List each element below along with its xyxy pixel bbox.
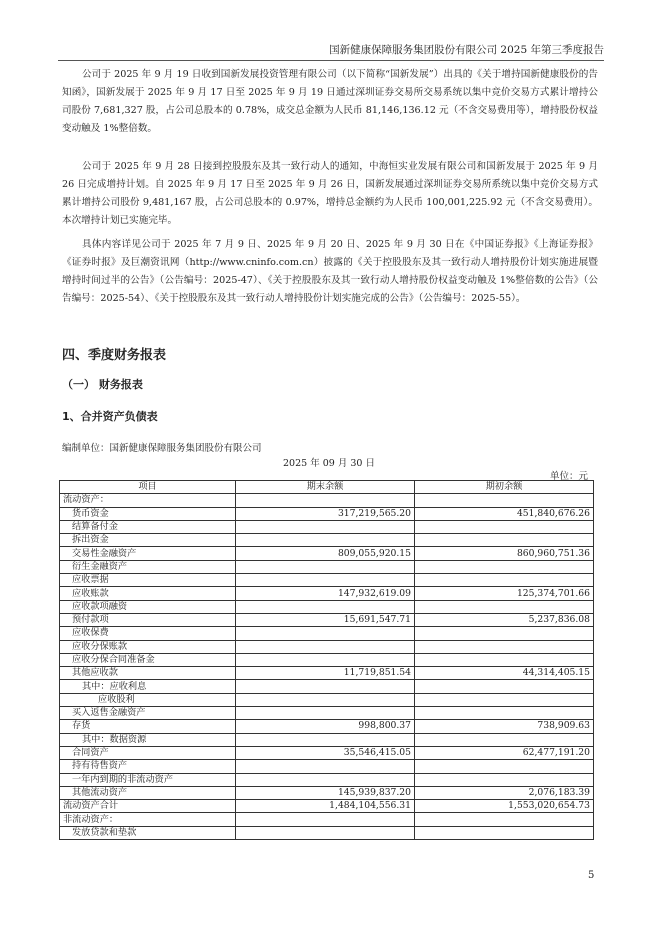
row-begin-balance [415, 826, 594, 839]
row-end-balance [236, 760, 415, 773]
row-begin-balance [415, 574, 594, 587]
row-end-balance [236, 600, 415, 613]
row-begin-balance [415, 733, 594, 746]
page-header [58, 42, 604, 61]
row-end-balance: 317,219,565.20 [236, 507, 415, 520]
table-row [60, 627, 594, 640]
table-header-row [60, 481, 594, 494]
row-begin-balance [415, 520, 594, 533]
table-row [60, 760, 594, 773]
balance-sheet-table [59, 480, 594, 840]
row-begin-balance [415, 813, 594, 826]
subsection-title: （一） 财务报表 [62, 378, 143, 391]
row-begin-balance [415, 560, 594, 573]
table-row [60, 547, 594, 560]
table-row [60, 786, 594, 799]
row-end-balance: 998,800.37 [236, 720, 415, 733]
row-end-balance: 145,939,837.20 [236, 786, 415, 799]
table-row [60, 680, 594, 693]
row-begin-balance: 5,237,836.08 [415, 613, 594, 626]
row-end-balance [236, 494, 415, 507]
row-begin-balance: 451,840,676.26 [415, 507, 594, 520]
table-row [60, 826, 594, 839]
table-row [60, 693, 594, 706]
row-end-balance: 1,484,104,556.31 [236, 800, 415, 813]
row-end-balance [236, 653, 415, 666]
row-begin-balance: 44,314,405.15 [415, 667, 594, 680]
row-item-label: 货币资金 [60, 507, 236, 520]
row-item-label: 存货 [60, 720, 236, 733]
row-end-balance [236, 560, 415, 573]
row-item-label: 应收账款 [60, 587, 236, 600]
table-row [60, 534, 594, 547]
row-end-balance [236, 640, 415, 653]
row-item-label: 其中：数据资源 [60, 733, 236, 746]
row-end-balance [236, 826, 415, 839]
header-item: 项目 [60, 481, 236, 494]
row-item-label: 应收保费 [60, 627, 236, 640]
row-begin-balance: 738,909.63 [415, 720, 594, 733]
table-row [60, 813, 594, 826]
row-end-balance [236, 574, 415, 587]
table-row [60, 600, 594, 613]
header-begin-balance: 期初余额 [415, 481, 594, 494]
row-item-label: 其他应收款 [60, 667, 236, 680]
row-item-label: 其他流动资产 [60, 786, 236, 799]
row-begin-balance [415, 640, 594, 653]
table-row [60, 613, 594, 626]
row-end-balance [236, 627, 415, 640]
row-end-balance [236, 520, 415, 533]
row-end-balance [236, 707, 415, 720]
row-begin-balance [415, 494, 594, 507]
table-row [60, 653, 594, 666]
row-item-label: 应收分保合同准备金 [60, 653, 236, 666]
row-end-balance [236, 693, 415, 706]
table-row [60, 560, 594, 573]
row-begin-balance: 62,477,191.20 [415, 746, 594, 759]
row-end-balance: 809,055,920.15 [236, 547, 415, 560]
row-end-balance: 147,932,619.09 [236, 587, 415, 600]
unit-line: 单位：元 [550, 471, 589, 482]
table-row [60, 587, 594, 600]
row-item-label: 持有待售资产 [60, 760, 236, 773]
row-item-label: 应收票据 [60, 574, 236, 587]
row-item-label: 预付款项 [60, 613, 236, 626]
row-item-label: 一年内到期的非流动资产 [60, 773, 236, 786]
table-row [60, 520, 594, 533]
date-line: 2025 年 09 月 30 日 [283, 458, 375, 469]
row-begin-balance: 860,960,751.36 [415, 547, 594, 560]
row-begin-balance [415, 600, 594, 613]
row-end-balance [236, 733, 415, 746]
row-begin-balance [415, 627, 594, 640]
row-item-label: 应收股利 [60, 693, 236, 706]
company-line: 编制单位：国新健康保障服务集团股份有限公司 [62, 443, 262, 454]
row-item-label: 应收分保账款 [60, 640, 236, 653]
row-end-balance: 15,691,547.71 [236, 613, 415, 626]
row-begin-balance: 2,076,183.39 [415, 786, 594, 799]
row-begin-balance [415, 760, 594, 773]
table-row [60, 720, 594, 733]
row-item-label: 发放贷款和垫款 [60, 826, 236, 839]
row-item-label: 拆出资金 [60, 534, 236, 547]
row-item-label: 结算备付金 [60, 520, 236, 533]
row-begin-balance [415, 693, 594, 706]
row-end-balance: 35,546,415.05 [236, 746, 415, 759]
report-title: 国新健康保障服务集团股份有限公司 2025 年第三季度报告 [329, 44, 604, 56]
row-begin-balance: 125,374,701.66 [415, 587, 594, 600]
row-begin-balance: 1,553,020,654.73 [415, 800, 594, 813]
table-row [60, 707, 594, 720]
row-begin-balance [415, 653, 594, 666]
table-row [60, 640, 594, 653]
table-row [60, 667, 594, 680]
table-row [60, 494, 594, 507]
row-item-label: 其中：应收利息 [60, 680, 236, 693]
row-item-label: 非流动资产： [60, 813, 236, 826]
row-item-label: 买入返售金融资产 [60, 707, 236, 720]
row-item-label: 流动资产： [60, 494, 236, 507]
paragraph-1: 公司于 2025 年 9 月 19 日收到国新发展投资管理有限公司（以下简称“国新发展”）出具的《关于增持国新健康股份的告知函》，国新发展于 2025 年 9 月 17 日至 2025 年 9 月 19 日通过深圳证券交易所交易系统以集中竞价交易方式累计增持公司股份 7,681,327 股，占公司总股本的 0.78%，成交总金额为人民币 81,146,136.12 元（不含交易费用等），增持股份权益变动触及 1%整倍数。 [62, 69, 598, 134]
row-end-balance: 11,719,851.54 [236, 667, 415, 680]
paragraph-2: 公司于 2025 年 9 月 28 日接到控股股东及其一致行动人的通知，中海恒实业发展有限公司和国新发展于 2025 年 9 月 26 日完成增持计划。自 2025 年 9 月 17 日至 2025 年 9 月 26 日，国新发展通过深圳证券交易所系统以集中竞价交易方式累计增持公司股份 9,481,167 股，占公司总股本的 0.97%，增持总金额约为人民币 100,001,225.92 元（不含交易费用）。本次增持计划已实施完毕。 [62, 161, 598, 226]
row-item-label: 合同资产 [60, 746, 236, 759]
row-item-label: 交易性金融资产 [60, 547, 236, 560]
row-begin-balance [415, 534, 594, 547]
table-row [60, 800, 594, 813]
row-item-label: 应收款项融资 [60, 600, 236, 613]
row-item-label: 流动资产合计 [60, 800, 236, 813]
row-end-balance [236, 813, 415, 826]
section-title: 四、季度财务报表 [62, 348, 167, 363]
row-end-balance [236, 534, 415, 547]
table-row [60, 507, 594, 520]
row-end-balance [236, 773, 415, 786]
table-title: 1、合并资产负债表 [62, 410, 158, 423]
row-begin-balance [415, 707, 594, 720]
table-row [60, 574, 594, 587]
row-end-balance [236, 680, 415, 693]
page-number: 5 [588, 870, 595, 881]
row-begin-balance [415, 680, 594, 693]
paragraph-3: 具体内容详见公司于 2025 年 7 月 9 日、2025 年 9 月 20 日、2025 年 9 月 30 日在《中国证券报》《上海证券报》《证券时报》及巨潮资讯网（http://www.cninfo.com.cn）披露的《关于控股股东及其一致行动人增持股份计划实施进展暨增持时间过半的公告》（公告编号：2025-47）、《关于控股股东及其一致行动人增持股份权益变动触及 1%整倍数的公告》（公告编号：2025-54）、《关于控股股东及其一致行动人增持股份计划实施完成的公告》（公告编号：2025-55）。 [62, 239, 598, 304]
table-row [60, 733, 594, 746]
row-begin-balance [415, 773, 594, 786]
table-row [60, 773, 594, 786]
header-end-balance: 期末余额 [236, 481, 415, 494]
table-row [60, 746, 594, 759]
row-item-label: 衍生金融资产 [60, 560, 236, 573]
